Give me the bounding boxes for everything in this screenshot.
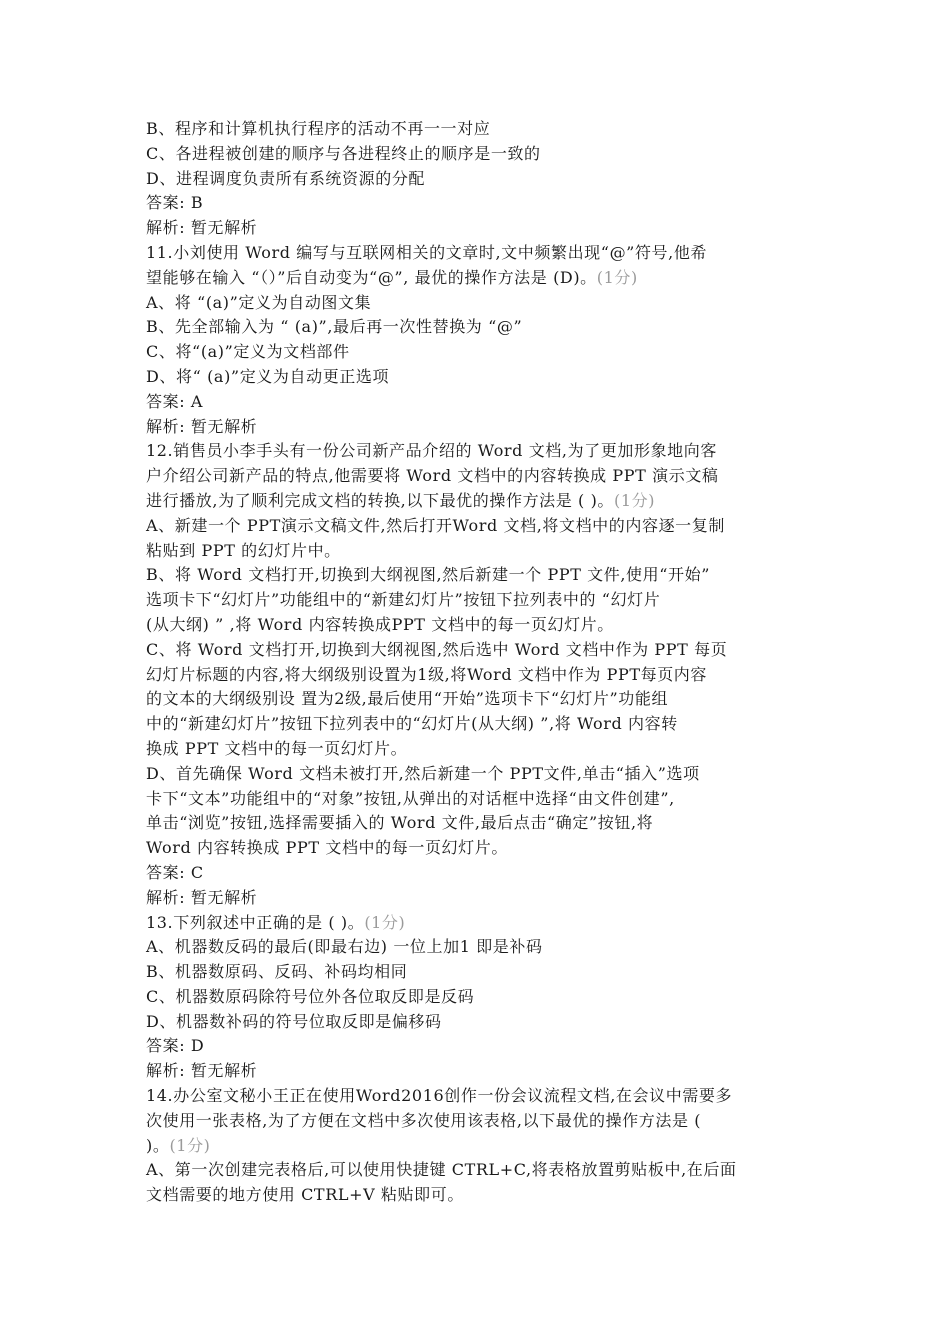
line-text: 换成 PPT 文档中的每一页幻灯片。	[146, 738, 408, 758]
line-text: 户介绍公司新产品的特点,他需要将 Word 文档中的内容转换成 PPT 演示文稿	[146, 466, 719, 486]
document-page	[146, 117, 826, 1208]
text-line	[146, 886, 826, 911]
line-text: C、各进程被创建的顺序与各进程终止的顺序是一致的	[146, 143, 541, 163]
text-line	[146, 712, 826, 737]
line-text: 望能够在输入 “（）”后自动变为“@”, 最优的操作方法是 (D)。	[146, 267, 597, 287]
text-line	[146, 911, 826, 936]
score-label: (1分)	[614, 490, 656, 510]
text-line	[146, 266, 826, 291]
text-line	[146, 539, 826, 564]
text-line	[146, 985, 826, 1010]
line-text: 单击“浏览”按钮,选择需要插入的 Word 文件,最后点击“确定”按钮,将	[146, 813, 654, 833]
text-line	[146, 1158, 826, 1183]
text-line	[146, 291, 826, 316]
line-text: 解析: 暂无解析	[146, 1061, 258, 1081]
text-line	[146, 613, 826, 638]
line-text: D、机器数补码的符号位取反即是偏移码	[146, 1011, 442, 1031]
text-line	[146, 960, 826, 985]
line-text: (从大纲) ” ,将 Word 内容转换成PPT 文档中的每一页幻灯片。	[146, 614, 614, 634]
line-text: A、将 “(a)”定义为自动图文集	[146, 292, 372, 312]
text-line	[146, 117, 826, 142]
text-line	[146, 489, 826, 514]
line-text: 卡下“文本”功能组中的“对象”按钮,从弹出的对话框中选择“由文件创建”,	[146, 788, 675, 808]
line-text: 次使用一张表格,为了方便在文档中多次使用该表格,以下最优的操作方法是 (	[146, 1110, 702, 1130]
text-line	[146, 1059, 826, 1084]
text-line	[146, 241, 826, 266]
text-line	[146, 737, 826, 762]
text-line	[146, 464, 826, 489]
line-text: 11.小刘使用 Word 编写与互联网相关的文章时,文中频繁出现“@”符号,他希	[146, 242, 708, 262]
text-line	[146, 762, 826, 787]
text-line	[146, 836, 826, 861]
text-line	[146, 563, 826, 588]
text-line	[146, 663, 826, 688]
line-text: B、机器数原码、反码、补码均相同	[146, 962, 408, 982]
line-text: D、进程调度负责所有系统资源的分配	[146, 168, 426, 188]
text-line	[146, 935, 826, 960]
line-text: 的文本的大纲级别设 置为2级,最后使用“开始”选项卡下“幻灯片”功能组	[146, 689, 669, 709]
text-line	[146, 315, 826, 340]
text-line	[146, 861, 826, 886]
line-text: C、将“(a)”定义为文档部件	[146, 342, 350, 362]
line-text: C、机器数原码除符号位外各位取反即是反码	[146, 986, 475, 1006]
line-text: 解析: 暂无解析	[146, 218, 258, 238]
text-line	[146, 1034, 826, 1059]
text-line	[146, 415, 826, 440]
line-text: 文档需要的地方使用 CTRL+V 粘贴即可。	[146, 1185, 464, 1205]
score-label: (1分)	[169, 1135, 211, 1155]
line-text: 解析: 暂无解析	[146, 416, 258, 436]
text-line	[146, 142, 826, 167]
score-label: (1分)	[596, 267, 638, 287]
text-line	[146, 1010, 826, 1035]
text-line	[146, 588, 826, 613]
line-text: 14.办公室文秘小王正在使用Word2016创作一份会议流程文档,在会议中需要多	[146, 1086, 733, 1106]
text-line	[146, 191, 826, 216]
text-line	[146, 811, 826, 836]
line-text: Word 内容转换成 PPT 文档中的每一页幻灯片。	[146, 838, 508, 858]
text-line	[146, 1109, 826, 1134]
line-text: D、将“ (a)”定义为自动更正选项	[146, 366, 390, 386]
line-text: 13.下列叙述中正确的是 ( )。	[146, 912, 365, 932]
line-text: 进行播放,为了顺利完成文档的转换,以下最优的操作方法是 ( )。	[146, 490, 615, 510]
text-line	[146, 365, 826, 390]
line-text: 答案: D	[146, 1036, 205, 1056]
line-text: D、首先确保 Word 文档未被打开,然后新建一个 PPT文件,单击“插入”选项	[146, 763, 700, 783]
text-line	[146, 1084, 826, 1109]
score-label: (1分)	[364, 912, 406, 932]
line-text: C、将 Word 文档打开,切换到大纲视图,然后选中 Word 文档中作为 PPT 每页	[146, 639, 728, 659]
line-text: 选项卡下“幻灯片”功能组中的“新建幻灯片”按钮下拉列表中的 “幻灯片	[146, 590, 661, 610]
text-line	[146, 787, 826, 812]
text-line	[146, 514, 826, 539]
line-text: B、将 Word 文档打开,切换到大纲视图,然后新建一个 PPT 文件,使用“开始”	[146, 565, 711, 585]
line-text: A、第一次创建完表格后,可以使用快捷键 CTRL+C,将表格放置剪贴板中,在后面	[146, 1160, 737, 1180]
text-line	[146, 340, 826, 365]
text-line	[146, 1134, 826, 1159]
text-line	[146, 1183, 826, 1208]
text-line	[146, 439, 826, 464]
line-text: 答案: A	[146, 391, 204, 411]
line-text: A、新建一个 PPT演示文稿文件,然后打开Word 文档,将文档中的内容逐一复制	[146, 515, 725, 535]
text-line	[146, 638, 826, 663]
line-text: 12.销售员小李手头有一份公司新产品介绍的 Word 文档,为了更加形象地向客	[146, 441, 717, 461]
line-text: B、程序和计算机执行程序的活动不再一一对应	[146, 119, 491, 138]
text-line	[146, 687, 826, 712]
line-text: 答案: C	[146, 862, 204, 882]
text-line	[146, 167, 826, 192]
line-text: A、机器数反码的最后(即最右边) 一位上加1 即是补码	[146, 937, 543, 957]
line-text: 解析: 暂无解析	[146, 887, 258, 907]
line-text: 幻灯片标题的内容,将大纲级别设置为1级,将Word 文档中作为 PPT每页内容	[146, 664, 708, 684]
text-line	[146, 216, 826, 241]
line-text: B、先全部输入为 “ (a)”,最后再一次性替换为 “@”	[146, 317, 523, 337]
line-text: 中的“新建幻灯片”按钮下拉列表中的“幻灯片(从大纲) ”,将 Word 内容转	[146, 714, 678, 734]
line-text: 粘贴到 PPT 的幻灯片中。	[146, 540, 341, 560]
line-text: 答案: B	[146, 193, 204, 213]
text-line	[146, 390, 826, 415]
line-text: )。	[146, 1135, 170, 1155]
